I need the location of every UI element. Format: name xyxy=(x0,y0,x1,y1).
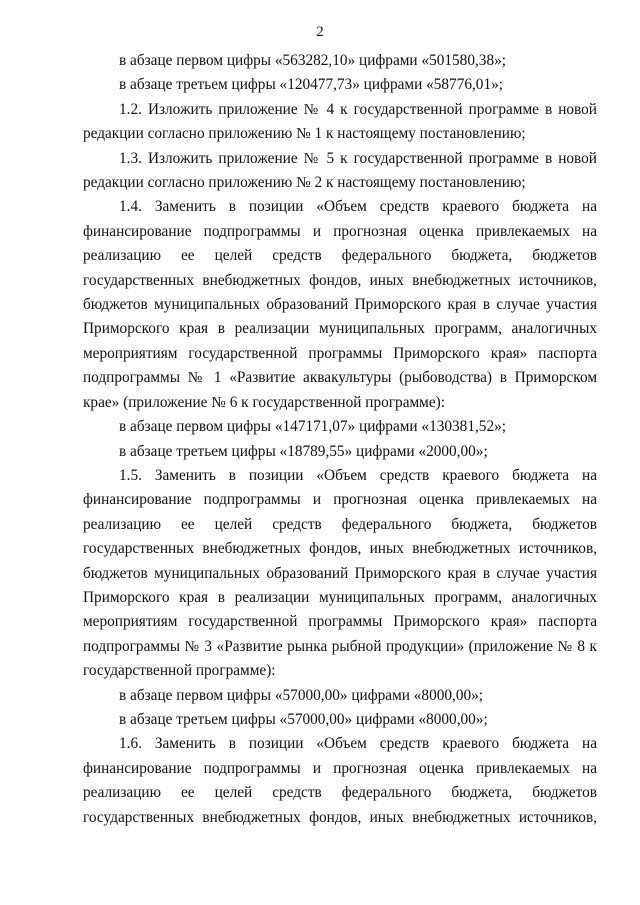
text-line: мероприятиям государственной программы Приморского края» паспорта xyxy=(83,613,597,631)
text-line: 1.3. Изложить приложение № 5 к государственной программе в новой xyxy=(119,149,597,167)
text-line: мероприятиям государственной программы Приморского края» паспорта xyxy=(83,344,597,362)
text-line: редакции согласно приложению № 1 к настоящему постановлению; xyxy=(83,125,526,143)
text-line: финансирование подпрограммы и прогнозная оценка привлекаемых на xyxy=(83,759,597,777)
text-line: реализацию ее целей средств федерального бюджета, бюджетов xyxy=(83,247,597,265)
text-line: государственной программе): xyxy=(83,662,276,680)
text-line: бюджетов муниципальных образований Приморского края в случае участия xyxy=(83,564,597,582)
text-line: 1.4. Заменить в позиции «Объем средств краевого бюджета на xyxy=(119,198,597,216)
text-line: реализацию ее целей средств федерального бюджета, бюджетов xyxy=(83,784,597,802)
text-line: подпрограммы № 3 «Развитие рынка рыбной продукции» (приложение № 8 к xyxy=(83,637,597,655)
text-line: Приморского края в реализации муниципальных программ, аналогичных xyxy=(83,320,597,338)
text-line: государственных внебюджетных фондов, иных внебюджетных источников, xyxy=(83,540,597,558)
text-line: государственных внебюджетных фондов, иных внебюджетных источников, xyxy=(83,271,597,289)
text-line: в абзаце третьем цифры «18789,55» цифрами «2000,00»; xyxy=(119,442,488,460)
text-line: бюджетов муниципальных образований Приморского края в случае участия xyxy=(83,296,597,314)
text-line: финансирование подпрограммы и прогнозная оценка привлекаемых на xyxy=(83,222,597,240)
text-line: в абзаце первом цифры «563282,10» цифрами «501580,38»; xyxy=(119,52,506,69)
text-line: редакции согласно приложению № 2 к настоящему постановлению; xyxy=(83,174,526,192)
text-line: 1.2. Изложить приложение № 4 к государственной программе в новой xyxy=(119,100,597,118)
text-line: 1.5. Заменить в позиции «Объем средств краевого бюджета на xyxy=(119,466,597,484)
text-line: в абзаце третьем цифры «57000,00» цифрами «8000,00»; xyxy=(119,710,488,728)
text-line: государственных внебюджетных фондов, иных внебюджетных источников, xyxy=(83,808,597,826)
text-line: в абзаце первом цифры «57000,00» цифрами «8000,00»; xyxy=(119,686,484,704)
text-line: финансирование подпрограммы и прогнозная оценка привлекаемых на xyxy=(83,491,597,509)
document-body xyxy=(83,49,597,830)
text-line: в абзаце первом цифры «147171,07» цифрами «130381,52»; xyxy=(119,418,506,436)
text-line: в абзаце третьем цифры «120477,73» цифрами «58776,01»; xyxy=(119,76,504,94)
text-line: крае» (приложение № 6 к государственной программе): xyxy=(83,393,445,411)
text-line: 1.6. Заменить в позиции «Объем средств краевого бюджета на xyxy=(119,735,597,753)
page-number: 2 xyxy=(316,24,324,40)
text-line: Приморского края в реализации муниципальных программ, аналогичных xyxy=(83,588,597,606)
text-line: реализацию ее целей средств федерального бюджета, бюджетов xyxy=(83,515,597,533)
text-line: подпрограммы № 1 «Развитие аквакультуры (рыбоводства) в Приморском xyxy=(83,369,597,387)
